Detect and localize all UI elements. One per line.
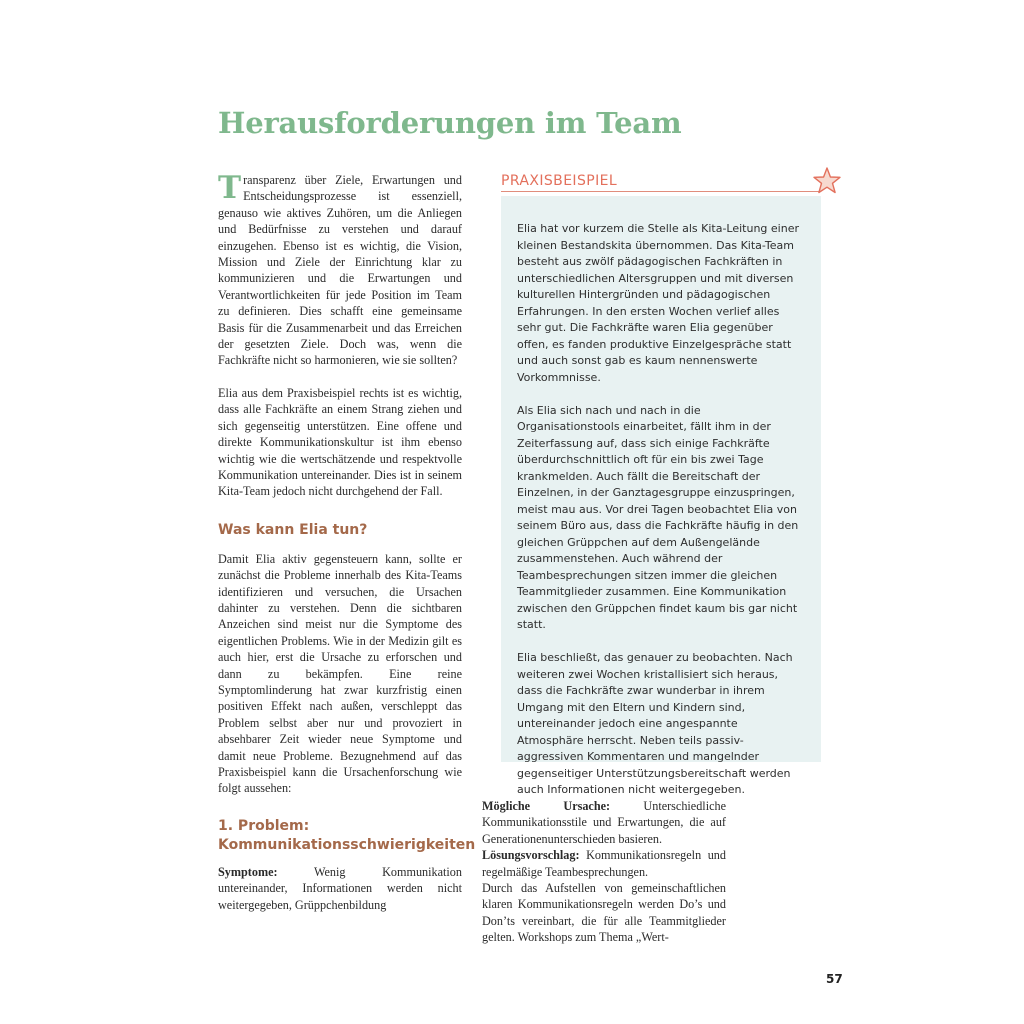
drop-cap: T <box>218 170 242 206</box>
cause-label: Mögliche Ursache: <box>482 799 611 813</box>
rules-paragraph: Durch das Aufstellen von gemeinschaftlichen klaren Kommunikationsregeln werden Do’s und Don’ts vereinbart, die für alle Teammitglieder gelten. Workshops zum Thema „Wert- <box>482 881 726 945</box>
solution-label: Lösungsvorschlag: <box>482 848 580 863</box>
symptoms-paragraph <box>218 864 462 913</box>
cause-text: Unterschiedliche Kommunikationsstile und Erwartungen, die auf Generationenunterschieden basieren. <box>482 799 726 846</box>
right-column <box>482 798 726 946</box>
star-icon <box>812 166 842 196</box>
solution-paragraph <box>482 847 726 880</box>
section-heading-problem-1: 1. Problem: Kommunikationsschwierigkeiten <box>218 817 476 853</box>
praxis-box <box>501 196 821 796</box>
section-heading-elia: Was kann Elia tun? <box>218 521 368 538</box>
praxis-paragraph-3: Elia beschließt, das genauer zu beobachten. Nach weiteren zwei Wochen kristallisiert sich heraus, dass die Fachkräfte zwar wunderbar in ihrem Umgang mit den Eltern und Kindern sind, untereinander jedoch eine angespannte Atmosphäre herrscht. Neben teils passiv-aggressiven Kommentaren und mangelnder gegenseitiger Unterstützungsbereitschaft werden auch Informationen nicht weitergegeben. <box>517 651 793 796</box>
page-number: 57 <box>826 972 843 986</box>
praxis-paragraph-1: Elia hat vor kurzem die Stelle als Kita-Leitung einer kleinen Bestandskita übernommen. Das Kita-Team besteht aus zwölf pädagogischen Fachkräften in unterschiedlichen Altersgruppen und mit diversen kulturellen Hintergründen und pädagogischen Erfahrungen. In den ersten Wochen verlief alles sehr gut. Die Fachkräfte waren Elia gegenüber offen, es fanden produktive Einzelgespräche statt und auch sonst gab es kaum nennenswerte Vorkommnisse. <box>517 222 799 384</box>
symptoms-label: Symptome: <box>218 864 278 879</box>
intro-text: ransparenz über Ziele, Erwartungen und Entscheidungsprozesse ist essenziell, genauso wie aktives Zuhören, um die Anliegen und Bedürfnisse zu verstehen und darauf einzugehen. Ebenso ist es wichtig, die Vision, Mission und Ziele der Einrichtung klar zu kommunizieren und die Erwartungen und Verantwortlichkeiten für jede Position im Team zu definieren. Dies schafft eine gemeinsame Basis für die Zusammenarbeit und das Erreichen der gesetzten Ziele. Doch was, wenn die Fachkräfte nicht so harmonieren, wie sie sollten? <box>218 173 462 368</box>
praxis-paragraph-2: Als Elia sich nach und nach in die Organisationstools einarbeitet, fällt ihm in der Zeiterfassung auf, dass sich einige Fachkräfte überdurchschnittlich oft für ein bis zwei Tage krankmelden. Auch fällt die Bereitschaft der Einzelnen, in der Ganztagesgruppe einzuspringen, meist mau aus. Vor drei Tagen beobachtet Elia von seinem Büro aus, dass die Fachkräfte häufig in den gleichen Grüppchen auf dem Außengelände zusammenstehen. Auch während der Teambesprechungen sitzen immer die gleichen Teammitglieder zusammen. Eine Kommunikation zwischen den Grüppchen findet kaum bis gar nicht statt. <box>517 403 799 631</box>
cause-paragraph <box>482 798 726 847</box>
symptoms-text: Wenig Kommunikation untereinander, Informationen werden nicht weitergegeben, Grüppchenbildung <box>218 864 462 912</box>
elia-paragraph: Elia aus dem Praxisbeispiel rechts ist es wichtig, dass alle Fachkräfte an einem Strang ziehen und sich gegenseitig unterstützen. Eine offene und direkte Kommunikationskultur ist ihm ebenso wichtig wie die wertschätzende und respektvolle Kommunikation untereinander. Dies ist in seinem Kita-Team jedoch nicht durchgehend der Fall. <box>218 385 462 499</box>
praxis-label: PRAXISBEISPIEL <box>501 173 618 189</box>
left-column <box>218 170 476 913</box>
page-title: Herausforderungen im Team <box>218 106 682 140</box>
praxis-header <box>501 171 821 192</box>
solution-text: Kommunikationsregeln und regelmäßige Teambesprechungen. <box>482 848 726 879</box>
intro-paragraph <box>218 172 462 369</box>
analysis-paragraph: Damit Elia aktiv gegensteuern kann, sollte er zunächst die Probleme innerhalb des Kita-Teams identifizieren und versuchen, die Ursachen dahinter zu verstehen. Denn die sichtbaren Anzeichen sind meist nur die Symptome des eigentlichen Problems. Wie in der Medizin gilt es auch hier, erst die Ursache zu erforschen und dann zu bekämpfen. Eine reine Symptomlinderung hat zwar kurzfristig einen positiven Effekt nach außen, verschleppt das Problem selbst aber nur und provoziert in absehbarer Zeit wieder neue Symptome und damit neue Probleme. Bezugnehmend auf das Praxisbeispiel kann die Ursachenforschung wie folgt aussehen: <box>218 551 462 796</box>
